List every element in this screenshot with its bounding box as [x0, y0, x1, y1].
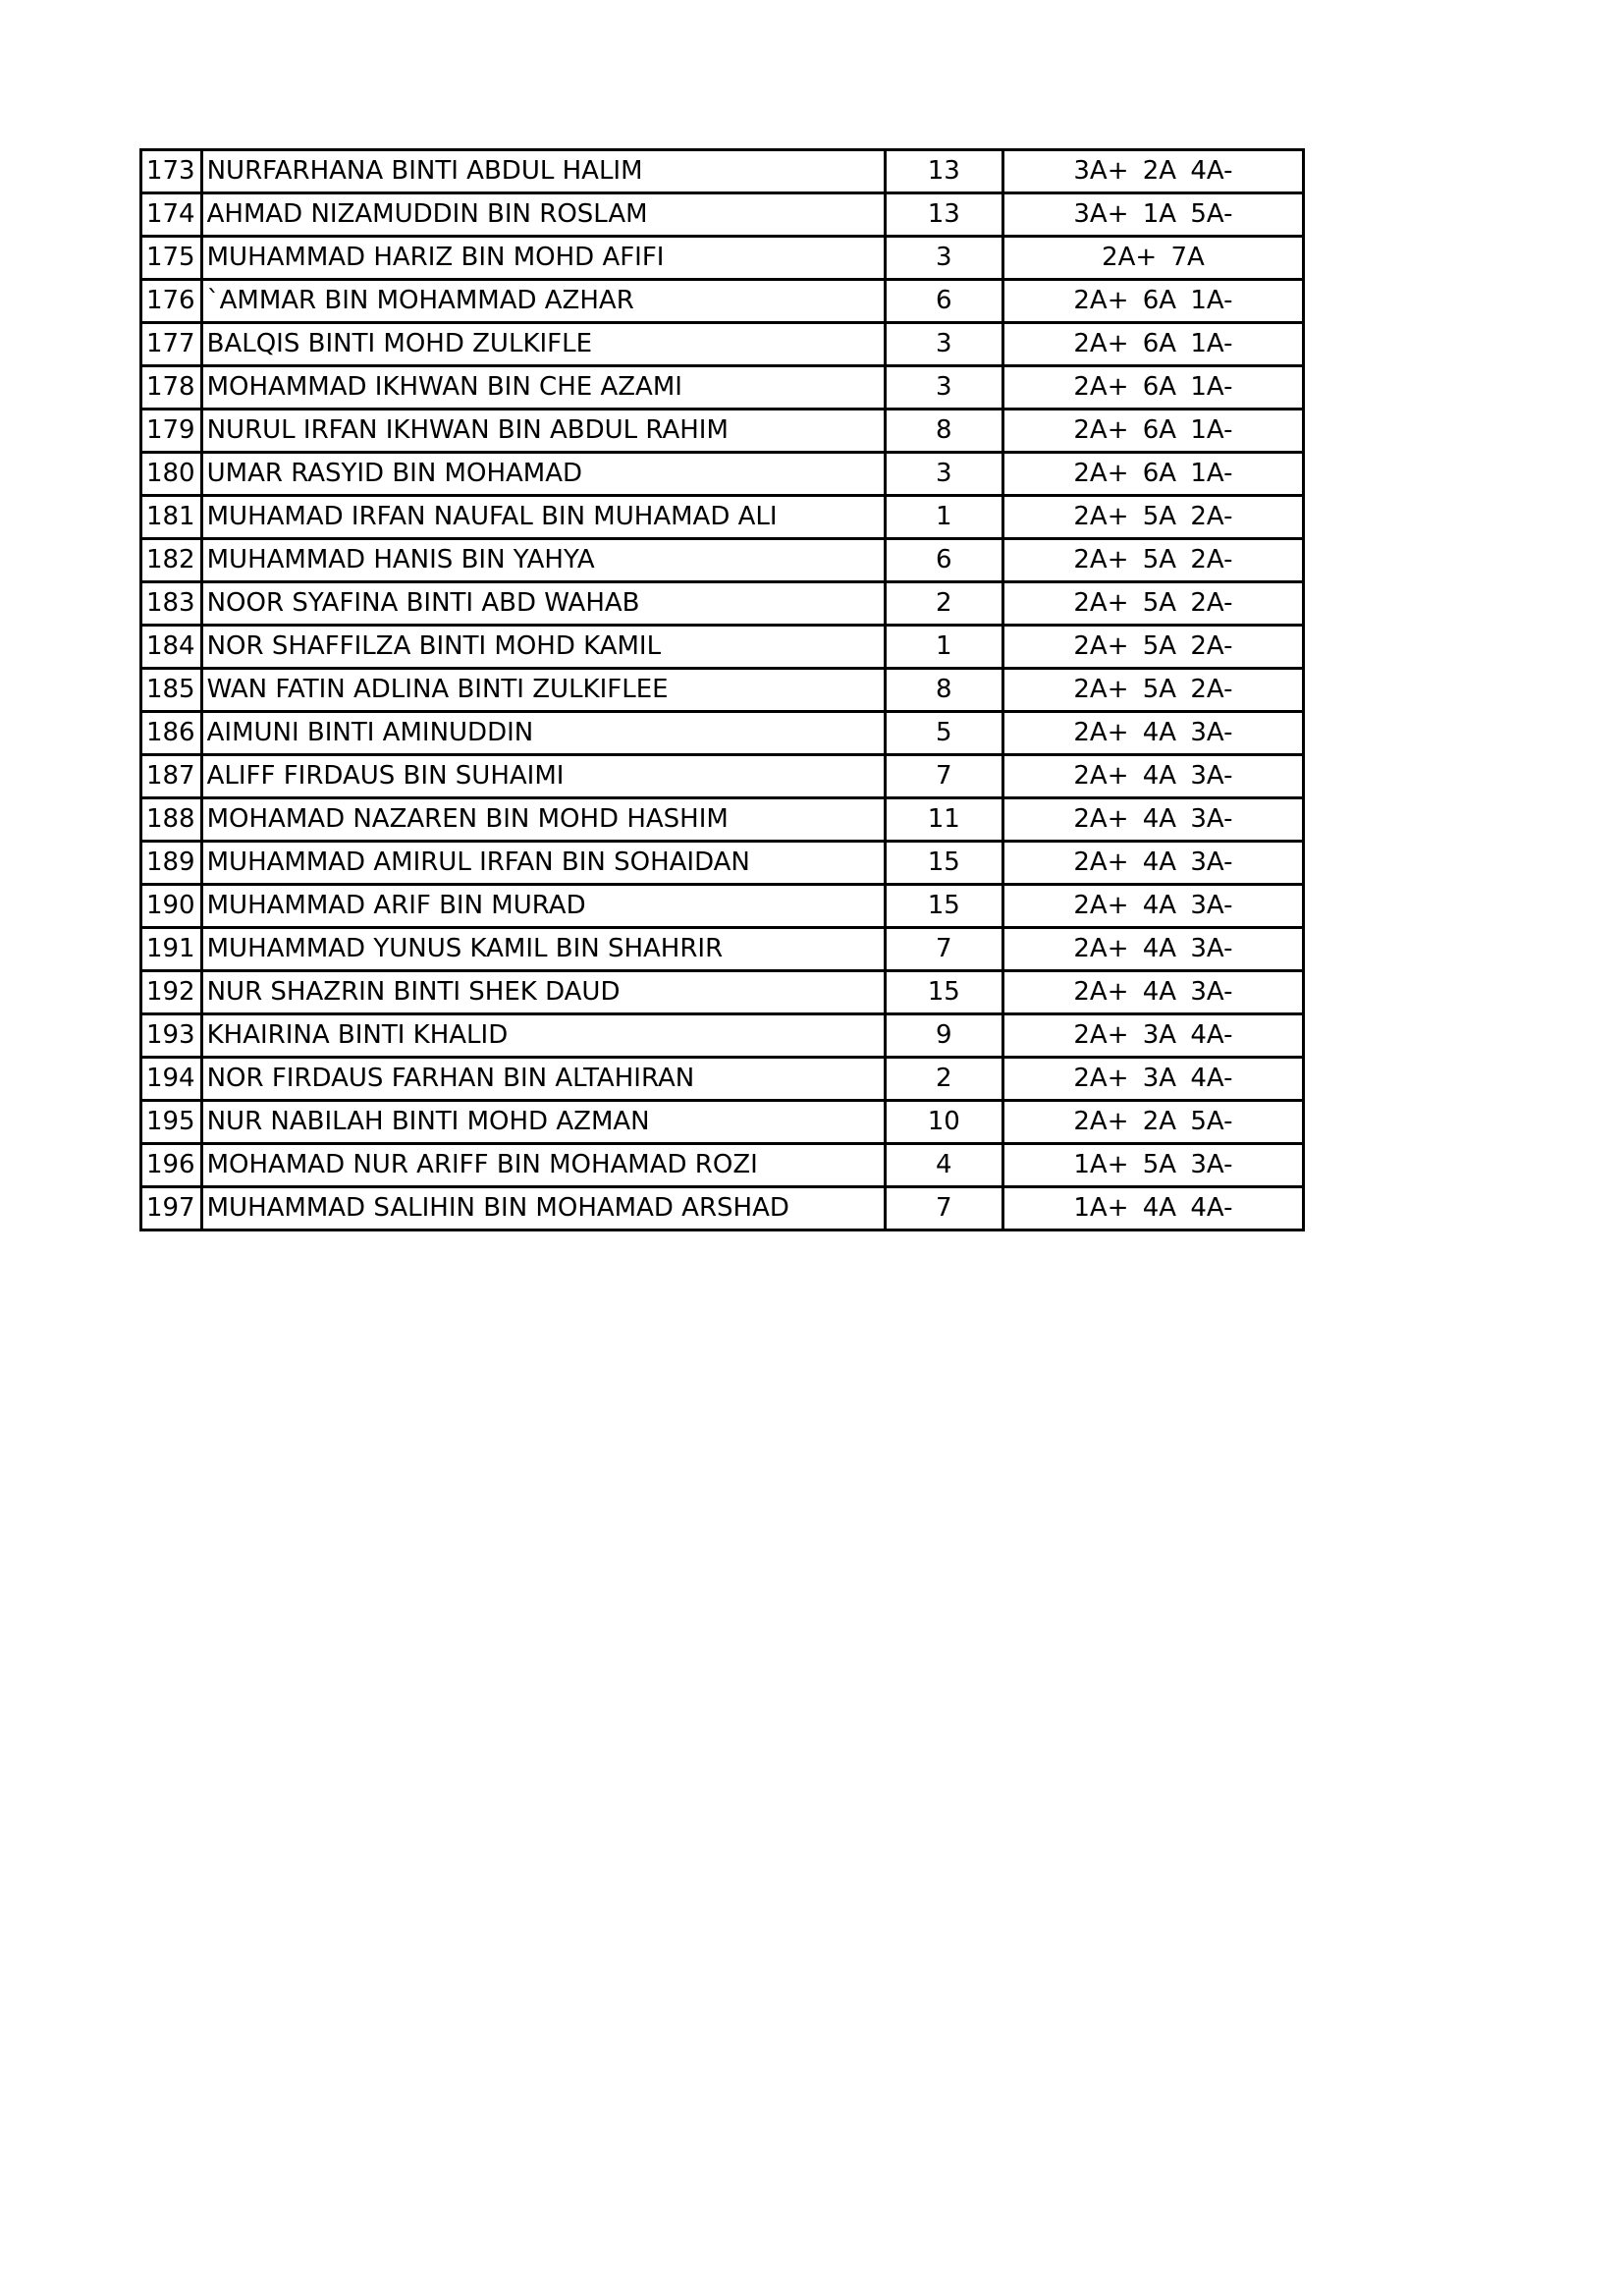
row-number: 179 — [141, 410, 202, 453]
student-name: WAN FATIN ADLINA BINTI ZULKIFLEE — [201, 669, 885, 712]
student-name: NUR SHAZRIN BINTI SHEK DAUD — [201, 971, 885, 1014]
grade-summary: 2A+ 6A 1A- — [1002, 366, 1303, 410]
row-number: 189 — [141, 842, 202, 885]
row-count: 5 — [885, 712, 1002, 755]
table-row — [141, 971, 1304, 1014]
row-number: 191 — [141, 928, 202, 971]
grade-summary: 2A+ 3A 4A- — [1002, 1058, 1303, 1101]
table-row — [141, 1187, 1304, 1230]
row-number: 190 — [141, 885, 202, 928]
grade-summary: 2A+ 6A 1A- — [1002, 280, 1303, 323]
results-table — [139, 148, 1305, 1231]
student-name: AHMAD NIZAMUDDIN BIN ROSLAM — [201, 193, 885, 237]
row-count: 9 — [885, 1014, 1002, 1058]
grade-summary: 2A+ 4A 3A- — [1002, 798, 1303, 842]
row-count: 2 — [885, 582, 1002, 626]
row-number: 193 — [141, 1014, 202, 1058]
row-count: 15 — [885, 885, 1002, 928]
student-name: MOHAMAD NAZAREN BIN MOHD HASHIM — [201, 798, 885, 842]
row-count: 7 — [885, 755, 1002, 798]
table-row — [141, 539, 1304, 582]
row-number: 173 — [141, 150, 202, 193]
row-number: 192 — [141, 971, 202, 1014]
grade-summary: 2A+ 6A 1A- — [1002, 453, 1303, 496]
table-row — [141, 150, 1304, 193]
row-number: 181 — [141, 496, 202, 539]
row-count: 3 — [885, 366, 1002, 410]
grade-summary: 3A+ 1A 5A- — [1002, 193, 1303, 237]
student-name: MUHAMMAD HANIS BIN YAHYA — [201, 539, 885, 582]
table-row — [141, 1144, 1304, 1187]
student-name: MUHAMMAD SALIHIN BIN MOHAMAD ARSHAD — [201, 1187, 885, 1230]
table-row — [141, 582, 1304, 626]
table-row — [141, 755, 1304, 798]
student-name: KHAIRINA BINTI KHALID — [201, 1014, 885, 1058]
row-number: 177 — [141, 323, 202, 366]
table-row — [141, 669, 1304, 712]
row-count: 13 — [885, 150, 1002, 193]
grade-summary: 3A+ 2A 4A- — [1002, 150, 1303, 193]
student-name: NURFARHANA BINTI ABDUL HALIM — [201, 150, 885, 193]
row-count: 4 — [885, 1144, 1002, 1187]
row-number: 197 — [141, 1187, 202, 1230]
grade-summary: 2A+ 5A 2A- — [1002, 582, 1303, 626]
row-number: 187 — [141, 755, 202, 798]
row-number: 185 — [141, 669, 202, 712]
student-name: MOHAMMAD IKHWAN BIN CHE AZAMI — [201, 366, 885, 410]
student-name: NUR NABILAH BINTI MOHD AZMAN — [201, 1101, 885, 1144]
grade-summary: 2A+ 2A 5A- — [1002, 1101, 1303, 1144]
row-count: 3 — [885, 453, 1002, 496]
row-count: 15 — [885, 971, 1002, 1014]
table-row — [141, 366, 1304, 410]
row-number: 175 — [141, 237, 202, 280]
row-number: 178 — [141, 366, 202, 410]
student-name: BALQIS BINTI MOHD ZULKIFLE — [201, 323, 885, 366]
row-number: 174 — [141, 193, 202, 237]
grade-summary: 2A+ 4A 3A- — [1002, 755, 1303, 798]
row-count: 6 — [885, 539, 1002, 582]
table-row — [141, 798, 1304, 842]
grade-summary: 2A+ 4A 3A- — [1002, 928, 1303, 971]
table-row — [141, 323, 1304, 366]
row-count: 8 — [885, 669, 1002, 712]
row-count: 1 — [885, 496, 1002, 539]
row-count: 10 — [885, 1101, 1002, 1144]
grade-summary: 1A+ 4A 4A- — [1002, 1187, 1303, 1230]
row-count: 13 — [885, 193, 1002, 237]
row-number: 183 — [141, 582, 202, 626]
grade-summary: 2A+ 4A 3A- — [1002, 712, 1303, 755]
table-row — [141, 842, 1304, 885]
grade-summary: 2A+ 5A 2A- — [1002, 539, 1303, 582]
grade-summary: 2A+ 4A 3A- — [1002, 971, 1303, 1014]
grade-summary: 1A+ 5A 3A- — [1002, 1144, 1303, 1187]
student-name: MUHAMMAD HARIZ BIN MOHD AFIFI — [201, 237, 885, 280]
grade-summary: 2A+ 5A 2A- — [1002, 669, 1303, 712]
row-count: 6 — [885, 280, 1002, 323]
table-row — [141, 496, 1304, 539]
student-name: MUHAMAD IRFAN NAUFAL BIN MUHAMAD ALI — [201, 496, 885, 539]
row-number: 182 — [141, 539, 202, 582]
table-row — [141, 453, 1304, 496]
table-row — [141, 280, 1304, 323]
table-row — [141, 410, 1304, 453]
student-name: MUHAMMAD AMIRUL IRFAN BIN SOHAIDAN — [201, 842, 885, 885]
grade-summary: 2A+ 7A — [1002, 237, 1303, 280]
table-row — [141, 928, 1304, 971]
grade-summary: 2A+ 3A 4A- — [1002, 1014, 1303, 1058]
row-number: 176 — [141, 280, 202, 323]
student-name: ALIFF FIRDAUS BIN SUHAIMI — [201, 755, 885, 798]
row-count: 1 — [885, 626, 1002, 669]
student-name: MUHAMMAD YUNUS KAMIL BIN SHAHRIR — [201, 928, 885, 971]
grade-summary: 2A+ 4A 3A- — [1002, 885, 1303, 928]
table-row — [141, 193, 1304, 237]
row-count: 11 — [885, 798, 1002, 842]
grade-summary: 2A+ 5A 2A- — [1002, 626, 1303, 669]
row-number: 184 — [141, 626, 202, 669]
row-count: 3 — [885, 323, 1002, 366]
student-name: UMAR RASYID BIN MOHAMAD — [201, 453, 885, 496]
row-number: 186 — [141, 712, 202, 755]
table-row — [141, 626, 1304, 669]
table-row — [141, 712, 1304, 755]
student-name: MUHAMMAD ARIF BIN MURAD — [201, 885, 885, 928]
row-count: 3 — [885, 237, 1002, 280]
row-number: 196 — [141, 1144, 202, 1187]
row-count: 15 — [885, 842, 1002, 885]
grade-summary: 2A+ 4A 3A- — [1002, 842, 1303, 885]
table-row — [141, 885, 1304, 928]
row-count: 7 — [885, 1187, 1002, 1230]
student-name: `AMMAR BIN MOHAMMAD AZHAR — [201, 280, 885, 323]
grade-summary: 2A+ 6A 1A- — [1002, 410, 1303, 453]
table-row — [141, 1101, 1304, 1144]
student-name: NOR FIRDAUS FARHAN BIN ALTAHIRAN — [201, 1058, 885, 1101]
table-row — [141, 1058, 1304, 1101]
student-name: NOOR SYAFINA BINTI ABD WAHAB — [201, 582, 885, 626]
row-number: 195 — [141, 1101, 202, 1144]
row-count: 8 — [885, 410, 1002, 453]
row-number: 188 — [141, 798, 202, 842]
row-number: 194 — [141, 1058, 202, 1101]
table-row — [141, 1014, 1304, 1058]
row-count: 7 — [885, 928, 1002, 971]
student-name: NURUL IRFAN IKHWAN BIN ABDUL RAHIM — [201, 410, 885, 453]
student-name: MOHAMAD NUR ARIFF BIN MOHAMAD ROZI — [201, 1144, 885, 1187]
student-name: AIMUNI BINTI AMINUDDIN — [201, 712, 885, 755]
student-name: NOR SHAFFILZA BINTI MOHD KAMIL — [201, 626, 885, 669]
grade-summary: 2A+ 6A 1A- — [1002, 323, 1303, 366]
row-count: 2 — [885, 1058, 1002, 1101]
row-number: 180 — [141, 453, 202, 496]
results-table-body — [141, 150, 1304, 1230]
grade-summary: 2A+ 5A 2A- — [1002, 496, 1303, 539]
table-row — [141, 237, 1304, 280]
